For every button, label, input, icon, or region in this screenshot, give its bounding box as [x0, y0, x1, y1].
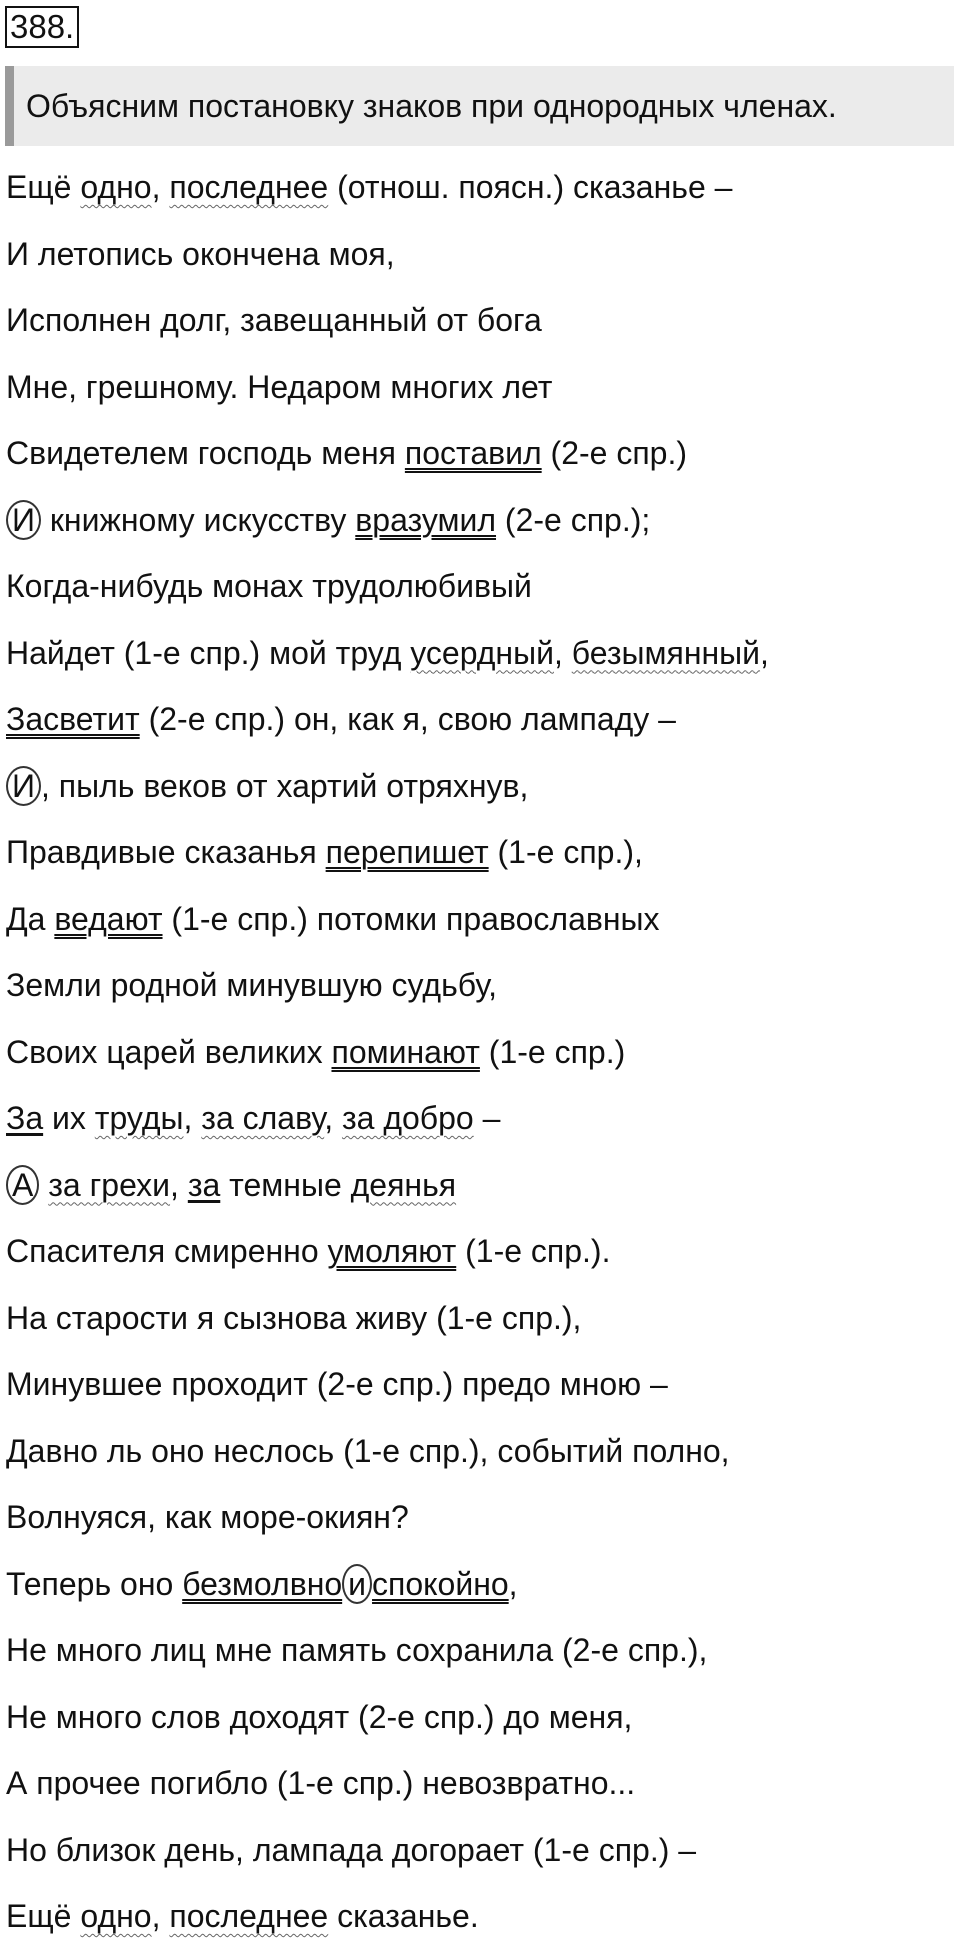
poem-line — [6, 559, 956, 626]
poem-line — [6, 1025, 956, 1092]
poem-line — [6, 1091, 956, 1158]
text-segment: (2-е спр.) — [541, 435, 688, 471]
homogeneous-member-underlined: одно — [80, 169, 152, 205]
poem-line — [6, 1823, 956, 1890]
text-segment: , — [553, 634, 572, 671]
text-segment: Земли родной минувшую судьбу, — [6, 967, 498, 1003]
text-segment: (1-е спр.), — [488, 834, 643, 870]
task-heading: Объясним постановку знаков при однородных членах. — [5, 66, 954, 146]
poem-line — [6, 1357, 956, 1424]
poem-line — [6, 1623, 956, 1690]
homogeneous-member-underlined: последнее — [169, 169, 329, 205]
text-segment: , — [508, 1565, 518, 1602]
homogeneous-member-underlined: деянья — [350, 1166, 457, 1203]
poem-line — [6, 1690, 956, 1757]
text-segment: , — [760, 634, 769, 671]
circled-conjunction: А — [6, 1165, 39, 1205]
poem-line — [6, 360, 956, 427]
homogeneous-member-underlined: усердный — [410, 634, 554, 671]
text-segment: Свидетелем господь меня — [6, 435, 405, 471]
text-segment: А прочее погибло (1-е спр.) невозвратно... — [6, 1765, 636, 1801]
text-segment: (2-е спр.); — [496, 501, 651, 538]
text-segment: , — [151, 169, 170, 205]
poem-line — [6, 692, 956, 759]
text-segment: Минувшее проходит (2-е спр.) предо мною – — [6, 1366, 668, 1402]
poem-line — [6, 426, 956, 493]
predicate-underlined: умоляют — [327, 1233, 457, 1269]
predicate-underlined: безмолвно — [182, 1565, 343, 1602]
poem-line — [6, 160, 956, 227]
poem-line — [6, 626, 956, 693]
predicate-underlined: поминают — [331, 1033, 480, 1070]
poem-line — [6, 825, 956, 892]
text-segment: Исполнен долг, завещанный от бога — [6, 302, 542, 338]
text-segment: книжному искусству — [41, 501, 356, 538]
predicate-underlined: Засветит — [6, 701, 140, 737]
text-segment: Найдет (1-е спр.) мой труд — [6, 634, 411, 671]
text-segment: темные — [220, 1166, 351, 1203]
text-segment — [39, 1167, 48, 1203]
text-segment: (1-е спр.) — [479, 1033, 626, 1070]
text-segment: Мне, грешному. Недаром многих лет — [6, 368, 553, 405]
poem-line — [6, 227, 956, 294]
predicate-underlined: спокойно — [372, 1565, 509, 1602]
circled-conjunction: И — [6, 766, 41, 806]
text-segment: (отнош. поясн.) сказанье – — [328, 169, 733, 205]
homogeneous-member-underlined: за грехи — [48, 1166, 171, 1203]
text-segment: Правдивые сказанья — [6, 834, 326, 870]
homogeneous-member-underlined: за добро — [341, 1100, 474, 1136]
text-segment: Но близок день, лампада догорает (1-е спр.) – — [6, 1831, 697, 1868]
circled-conjunction: и — [342, 1564, 372, 1604]
poem — [6, 160, 956, 1956]
text-segment: Волнуяся, как море-окиян? — [6, 1499, 409, 1535]
text-segment: , — [324, 1100, 342, 1136]
poem-line — [6, 1291, 956, 1358]
poem-line — [6, 1889, 956, 1956]
text-segment: Ещё — [6, 1898, 81, 1934]
predicate-underlined: поставил — [404, 435, 542, 471]
text-segment: Не много лиц мне память сохранила (2-е спр.), — [6, 1632, 708, 1668]
predicate-underlined: вразумил — [355, 501, 497, 538]
text-segment: – — [473, 1100, 501, 1136]
preposition-underlined: за — [187, 1166, 221, 1203]
text-segment: Теперь оно — [6, 1565, 183, 1602]
poem-line — [6, 1490, 956, 1557]
poem-line — [6, 293, 956, 360]
text-segment: Да — [6, 900, 55, 937]
text-segment: сказанье. — [328, 1898, 479, 1934]
exercise-number: 388. — [5, 6, 79, 48]
homogeneous-member-underlined: безымянный — [571, 634, 761, 671]
text-segment: , — [151, 1898, 170, 1934]
homogeneous-member-underlined: последнее — [169, 1898, 329, 1934]
text-segment: Спасителя смиренно — [6, 1233, 328, 1269]
text-segment: , — [183, 1100, 202, 1136]
poem-line — [6, 1424, 956, 1491]
homogeneous-member-underlined: труды — [94, 1100, 184, 1136]
homogeneous-member-underlined: за славу — [201, 1100, 325, 1136]
text-segment: На старости я сызнова живу (1-е спр.), — [6, 1299, 582, 1336]
circled-conjunction: И — [6, 500, 41, 540]
text-segment: И летопись окончена моя, — [6, 235, 395, 272]
poem-line — [6, 1756, 956, 1823]
poem-line — [6, 1557, 956, 1624]
text-segment: (1-е спр.) потомки православных — [162, 900, 660, 937]
text-segment: Ещё — [6, 169, 81, 205]
text-segment: (1-е спр.). — [456, 1233, 611, 1269]
text-segment: их — [43, 1100, 95, 1136]
homogeneous-member-underlined: одно — [80, 1898, 152, 1934]
text-segment: Не много слов доходят (2-е спр.) до меня, — [6, 1698, 633, 1735]
text-segment: (2-е спр.) он, как я, свою лампаду – — [139, 701, 676, 737]
text-segment: , пыль веков от хартий отряхнув, — [41, 767, 529, 804]
text-segment: Когда-нибудь монах трудолюбивый — [6, 568, 532, 604]
poem-line — [6, 759, 956, 826]
text-segment: , — [170, 1166, 188, 1203]
predicate-underlined: перепишет — [325, 834, 489, 870]
text-segment: Своих царей великих — [6, 1033, 332, 1070]
poem-line — [6, 958, 956, 1025]
predicate-underlined: ведают — [54, 900, 163, 937]
poem-line — [6, 1224, 956, 1291]
preposition-underlined: За — [6, 1100, 44, 1136]
poem-line — [6, 493, 956, 560]
poem-line — [6, 892, 956, 959]
poem-line — [6, 1158, 956, 1225]
text-segment: Давно ль оно неслось (1-е спр.), событий полно, — [6, 1432, 730, 1469]
